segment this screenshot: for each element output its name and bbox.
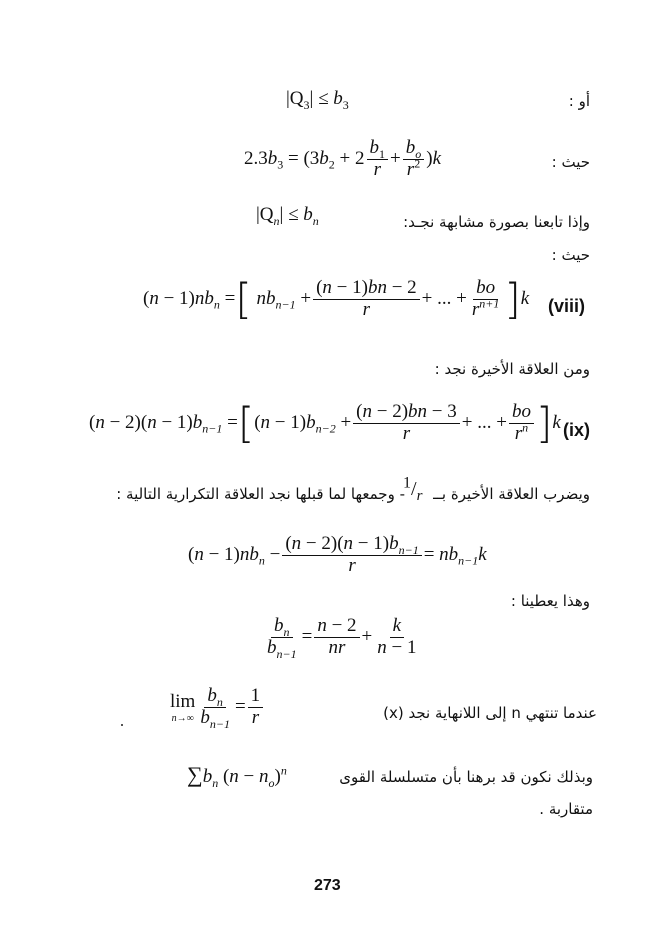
label-haithu-2: حيث : <box>551 246 590 264</box>
text-as-n-tends: عندما تنتهي n إلى اللانهاية نجد (x) <box>383 704 597 722</box>
text-multiply: ويضرب العلاقة الأخيرة بــ <box>433 485 590 503</box>
text-convergent: متقاربة . <box>539 800 593 818</box>
text-multiply-tail: - وجمعها لما قبلها نجد العلاقة التكرارية التالية : <box>116 485 405 503</box>
equation-q3-bound: $|Q_3| \le b_3$ <box>286 88 349 112</box>
text-this-gives: وهذا يعطينا : <box>510 592 590 610</box>
equation-viii: $(n - 1)nb_n$ =[ $nb_{n-1}$ + $\frac{(n - 1)bn - 2}{r}$ + ... + $\frac{bo}{r^{n+1}}$ ]k <box>143 274 530 324</box>
page-number: 273 <box>314 877 341 894</box>
equation-label-viii: (viii) <box>548 296 586 316</box>
text-from-last-relation: ومن العلاقة الأخيرة نجد : <box>434 360 590 378</box>
equation-power-series: $\sum b_n$ $(n - n_o)^n$ <box>187 762 287 790</box>
equation-label-ix: (ix) <box>563 420 590 440</box>
equation-recurrence: $(n - 1)nb_n$ − $\frac{(n - 2)(n - 1)b_{n-1}}{r}$ = $nb_{n-1}k$ <box>188 533 487 576</box>
fraction-one-over-r: $^1/_r$ <box>403 474 423 504</box>
scan-speck <box>121 724 123 726</box>
equation-limit: lim n→∞ $\frac{b_n}{b_{n-1}}$ = $\frac{1}{r}$ <box>170 686 265 729</box>
equation-ix: $(n - 2)(n - 1)b_{n-1} =[(n - 1)b_{n-2}$ + $\frac{(n - 2)bn - 3}{r}$ + ... + $\frac{bo}{r^n}$ ]k <box>89 398 561 448</box>
text-similarly: وإذا تابعنا بصورة مشابهة نجـد: <box>403 213 590 231</box>
text-thus-proved: وبذلك نكون قد برهنا بأن متسلسلة القوى <box>339 768 593 786</box>
equation-qn-bound: $|Q_n| \le b_n$ <box>256 204 319 228</box>
label-haithu-1: حيث : <box>551 153 590 171</box>
label-aw: أو : <box>568 92 590 110</box>
equation-ratio: $\frac{b_n}{b_{n-1}}$ = $\frac{n - 2}{nr}$ + $\frac{k}{n - 1}$ <box>267 615 417 661</box>
equation-b3: $2.3b_3 = (3b_2 + 2$ $\frac{b_1}{r}$ + $\frac{b_o}{r^2}$ )k <box>244 137 441 180</box>
